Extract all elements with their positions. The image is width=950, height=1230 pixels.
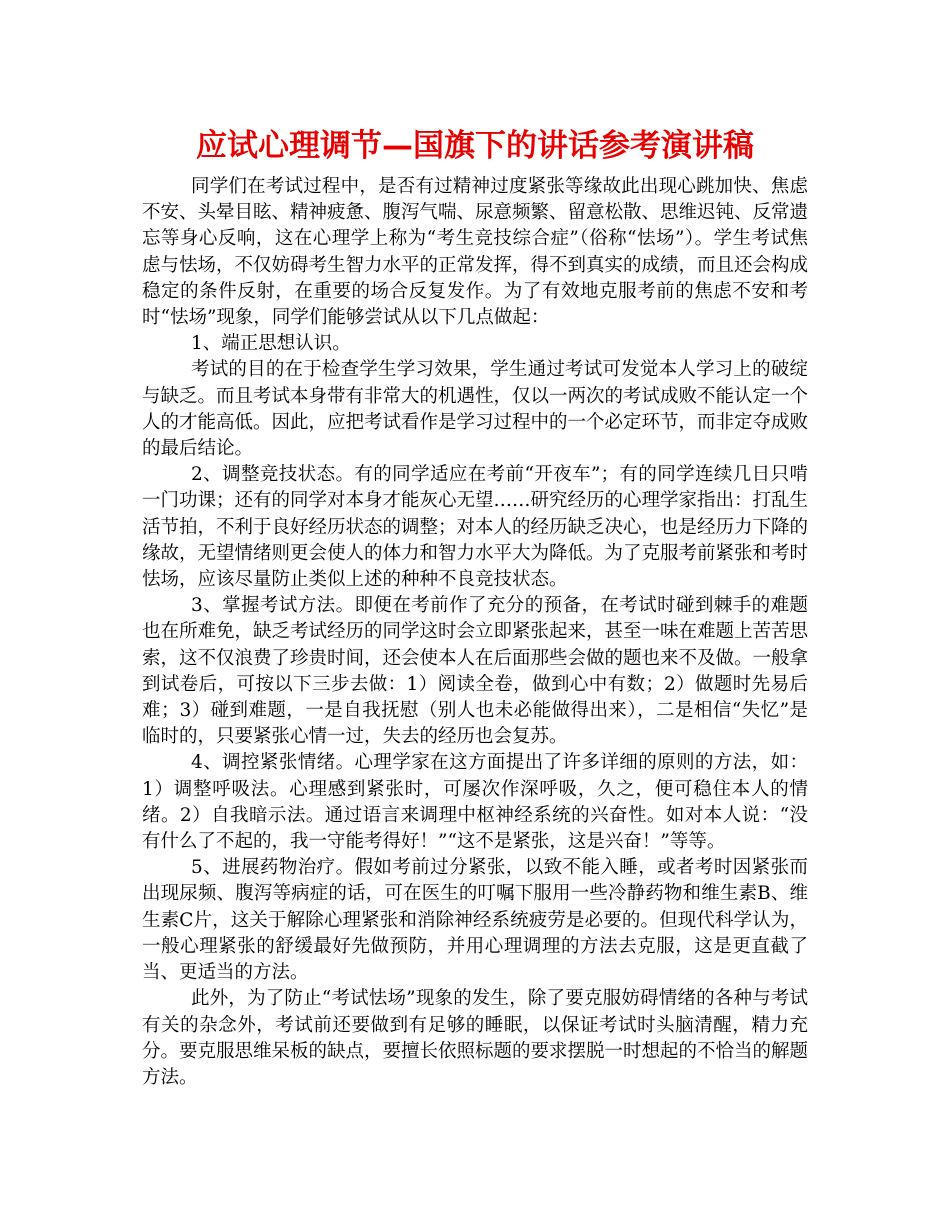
paragraph-point-2: 2、调整竞技状态。有的同学适应在考前“开夜车”；有的同学连续几日只啃一门功课；还有的同学对本身才能灰心无望……研究经历的心理学家指出：打乱生活节拍，不利于良好经历状态的调整；对本人的经历缺乏决心，也是经历力下降的缘故，无望情绪则更会使人的体力和智力水平大为降低。为了克服考前紧张和考时怯场，应该尽量防止类似上述的种种不良竞技状态。 [142,464,809,591]
paragraph-point-3: 3、掌握考试方法。即便在考前作了充分的预备，在考试时碰到棘手的难题也在所难免，缺乏考试经历的同学这时会立即紧张起来，甚至一味在难题上苦苦思索，这不仅浪费了珍贵时间，还会使本人在后面那些会做的题也来不及做。一般拿到试卷后，可按以下三步去做：1）阅读全卷，做到心中有数；2）做题时先易后难；3）碰到难题，一是自我抚慰（别人也未必能做得出来），二是相信“失忆”是临时的，只要紧张心情一过，失去的经历也会复苏。 [142,595,809,748]
paragraph-point-1-body: 考试的目的在于检查学生学习效果，学生通过考试可发觉本人学习上的破绽与缺乏。而且考试本身带有非常大的机遇性，仅以一两次的考试成败不能认定一个人的才能高低。因此，应把考试看作是学习过程中的一个必定环节，而非定夺成败的最后结论。 [142,359,809,460]
paragraph-intro: 同学们在考试过程中，是否有过精神过度紧张等缘故此出现心跳加快、焦虑不安、头晕目眩、精神疲惫、腹泻气喘、尿意频繁、留意松散、思维迟钝、反常遗忘等身心反响，这在心理学上称为“考生竞技综合症”（俗称“怯场”）。学生考试焦虑与怯场，不仅妨碍考生智力水平的正常发挥，得不到真实的成绩，而且还会构成稳定的条件反射，在重要的场合反复发作。为了有效地克服考前的焦虑不安和考时“怯场”现象，同学们能够尝试从以下几点做起： [142,176,809,329]
paragraph-point-1-heading: 1、端正思想认识。 [191,333,351,355]
paragraph-point-5: 5、进展药物治疗。假如考前过分紧张，以致不能入睡，或者考时因紧张而出现尿频、腹泻等病症的话，可在医生的叮嘱下服用一些冷静药物和维生素B、维生素C片，这关于解除心理紧张和消除神经系统疲劳是必要的。但现代科学认为，一般心理紧张的舒缓最好先做预防，并用心理调理的方法去克服，这是更直截了当、更适当的方法。 [142,857,808,984]
document-title: 应试心理调节—国旗下的讲话参考演讲稿 [196,128,754,164]
paragraph-conclusion: 此外，为了防止“考试怯场”现象的发生，除了要克服妨碍情绪的各种与考试有关的杂念外，考试前还要做到有足够的睡眠，以保证考试时头脑清醒，精力充分。要克服思维呆板的缺点，要擅长依照标题的要求摆脱一时想起的不恰当的解题方法。 [142,988,809,1088]
paragraph-point-4: 4、调控紧张情绪。心理学家在这方面提出了许多详细的原则的方法，如：1）调整呼吸法。心理感到紧张时，可屡次作深呼吸，久之，便可稳住本人的情绪。2）自我暗示法。通过语言来调理中枢神经系统的兴奋性。如对本人说：“没有什么了不起的，我一守能考得好！”“这不是紧张，这是兴奋！”等等。 [142,752,808,853]
document-page [142,118,808,1091]
